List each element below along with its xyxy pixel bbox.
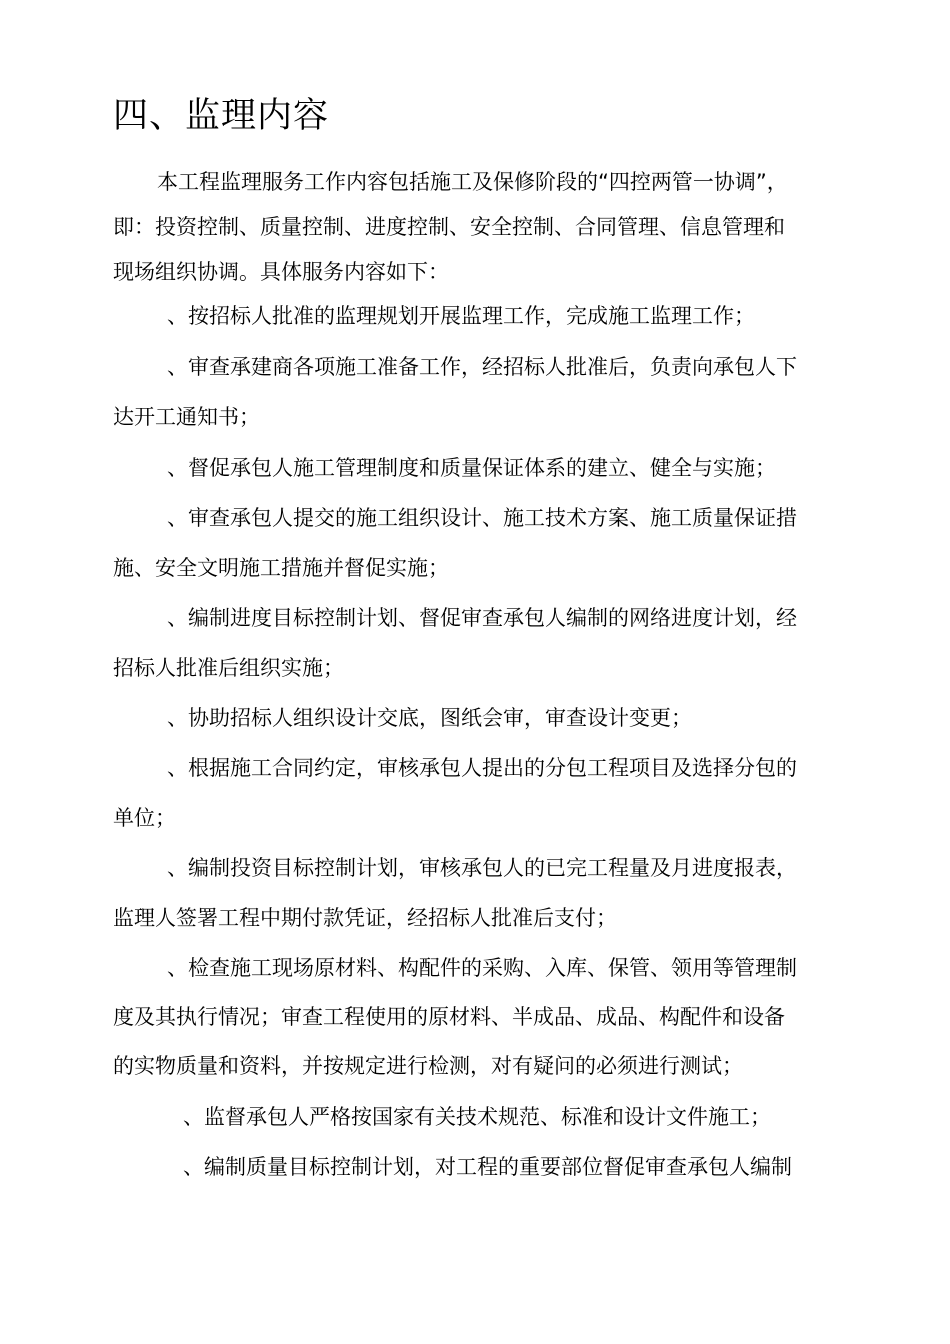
list-item-continuation: 监理人签署工程中期付款凭证，经招标人批准后支付； (113, 906, 617, 930)
list-item: 、编制进度目标控制计划、督促审查承包人编制的网络进度计划，经 (167, 606, 797, 630)
body-line: 现场组织协调。具体服务内容如下： (113, 260, 449, 284)
list-item: 、协助招标人组织设计交底，图纸会审，审查设计变更； (167, 706, 692, 730)
list-item: 、按招标人批准的监理规划开展监理工作，完成施工监理工作； (167, 304, 755, 328)
list-item: 、审查承建商各项施工准备工作，经招标人批准后，负责向承包人下 (167, 355, 797, 379)
list-item: 、审查承包人提交的施工组织设计、施工技术方案、施工质量保证措 (167, 506, 797, 530)
list-item: 、监督承包人严格按国家有关技术规范、标准和设计文件施工； (183, 1105, 771, 1129)
list-item-continuation: 单位； (113, 806, 176, 830)
list-item: 、编制投资目标控制计划，审核承包人的已完工程量及月进度报表， (167, 856, 797, 880)
body-line: 即：投资控制、质量控制、进度控制、安全控制、合同管理、信息管理和 (113, 215, 785, 239)
list-item: 、督促承包人施工管理制度和质量保证体系的建立、健全与实施； (167, 456, 776, 480)
list-item: 、编制质量目标控制计划，对工程的重要部位督促审查承包人编制 (183, 1155, 792, 1179)
list-item-continuation: 的实物质量和资料，并按规定进行检测，对有疑问的必须进行测试； (113, 1054, 743, 1078)
list-item: 、检查施工现场原材料、构配件的采购、入库、保管、领用等管理制 (167, 956, 797, 980)
list-item: 、根据施工合同约定，审核承包人提出的分包工程项目及选择分包的 (167, 756, 797, 780)
list-item-continuation: 达开工通知书； (113, 405, 260, 429)
section-heading: 四、监理内容 (113, 96, 330, 136)
list-item-continuation: 招标人批准后组织实施； (113, 656, 344, 680)
list-item-continuation: 度及其执行情况；审查工程使用的原材料、半成品、成品、构配件和设备 (113, 1005, 785, 1029)
body-line: 本工程监理服务工作内容包括施工及保修阶段的“四控两管一协调”， (157, 170, 788, 194)
list-item-continuation: 施、安全文明施工措施并督促实施； (113, 556, 449, 580)
